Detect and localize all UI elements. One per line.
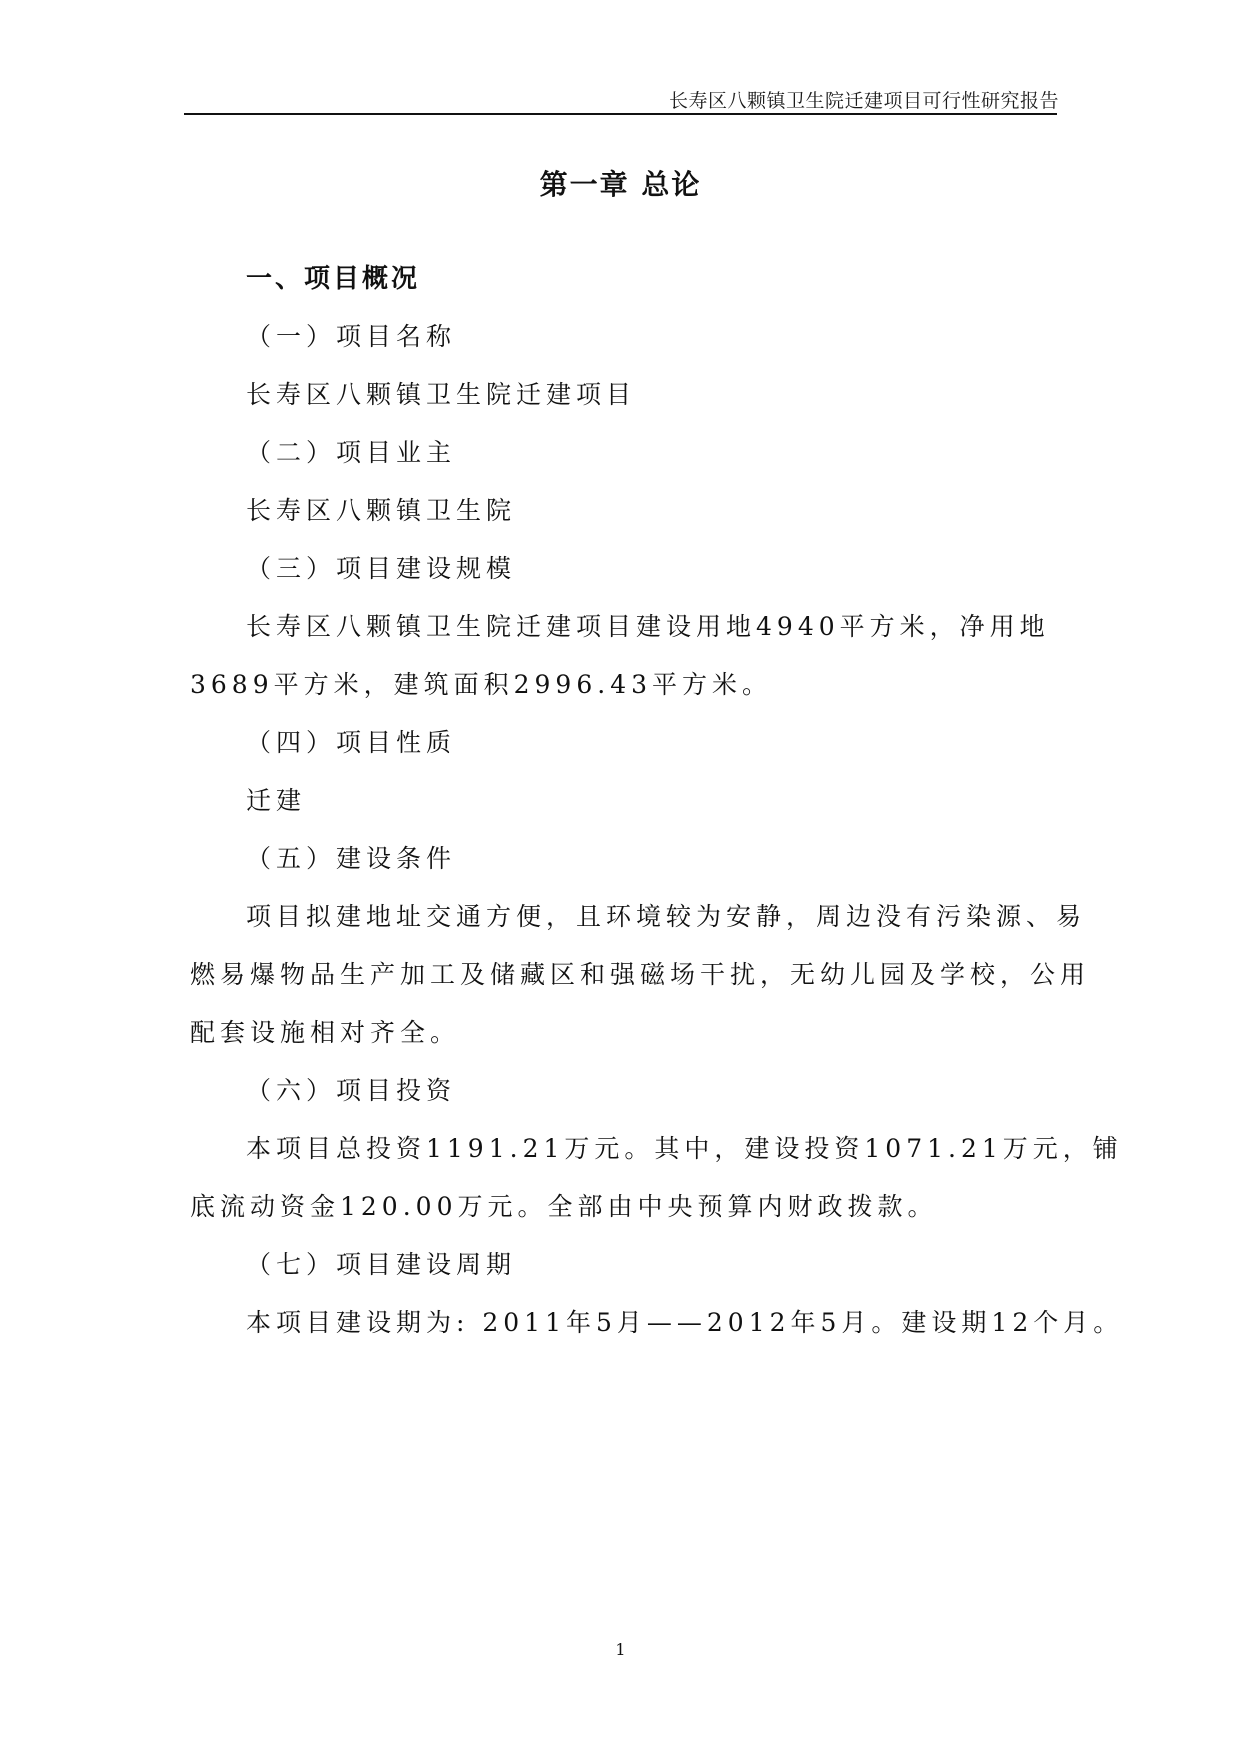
paragraph-project-name: 长寿区八颗镇卫生院迁建项目 [246, 380, 637, 409]
paragraph-scale-line-1: 长寿区八颗镇卫生院迁建项目建设用地4940平方米，净用地 [246, 612, 1050, 641]
section-heading: 一、项目概况 [246, 264, 421, 294]
page-number: 1 [615, 1640, 626, 1659]
paragraph-conditions-line-3: 配套设施相对齐全。 [190, 1018, 461, 1047]
chapter-title: 第一章 总论 [539, 168, 702, 201]
paragraph-conditions-line-1: 项目拟建地址交通方便，且环境较为安静，周边没有污染源、易 [246, 902, 1087, 931]
running-header-title: 长寿区八颗镇卫生院迁建项目可行性研究报告 [668, 90, 1059, 112]
subsection-heading-period: （七）项目建设周期 [246, 1250, 517, 1279]
subsection-heading-owner: （二）项目业主 [246, 438, 457, 467]
paragraph-conditions-line-2: 燃易爆物品生产加工及储藏区和强磁场干扰，无幼儿园及学校，公用 [190, 960, 1091, 989]
subsection-heading-investment: （六）项目投资 [246, 1076, 457, 1105]
subsection-heading-name: （一）项目名称 [246, 322, 457, 351]
paragraph-project-owner: 长寿区八颗镇卫生院 [246, 496, 517, 525]
paragraph-investment-line-2: 底流动资金120.00万元。全部由中央预算内财政拨款。 [190, 1192, 938, 1221]
subsection-heading-nature: （四）项目性质 [246, 728, 457, 757]
paragraph-period: 本项目建设期为: 2011年5月——2012年5月。建设期12个月。 [246, 1308, 1124, 1337]
paragraph-investment-line-1: 本项目总投资1191.21万元。其中，建设投资1071.21万元，铺 [246, 1134, 1123, 1163]
subsection-heading-scale: （三）项目建设规模 [246, 554, 517, 583]
paragraph-nature: 迁建 [246, 786, 307, 815]
paragraph-scale-line-2: 3689平方米，建筑面积2996.43平方米。 [190, 670, 773, 699]
header-rule [184, 113, 1057, 115]
subsection-heading-conditions: （五）建设条件 [246, 844, 457, 873]
